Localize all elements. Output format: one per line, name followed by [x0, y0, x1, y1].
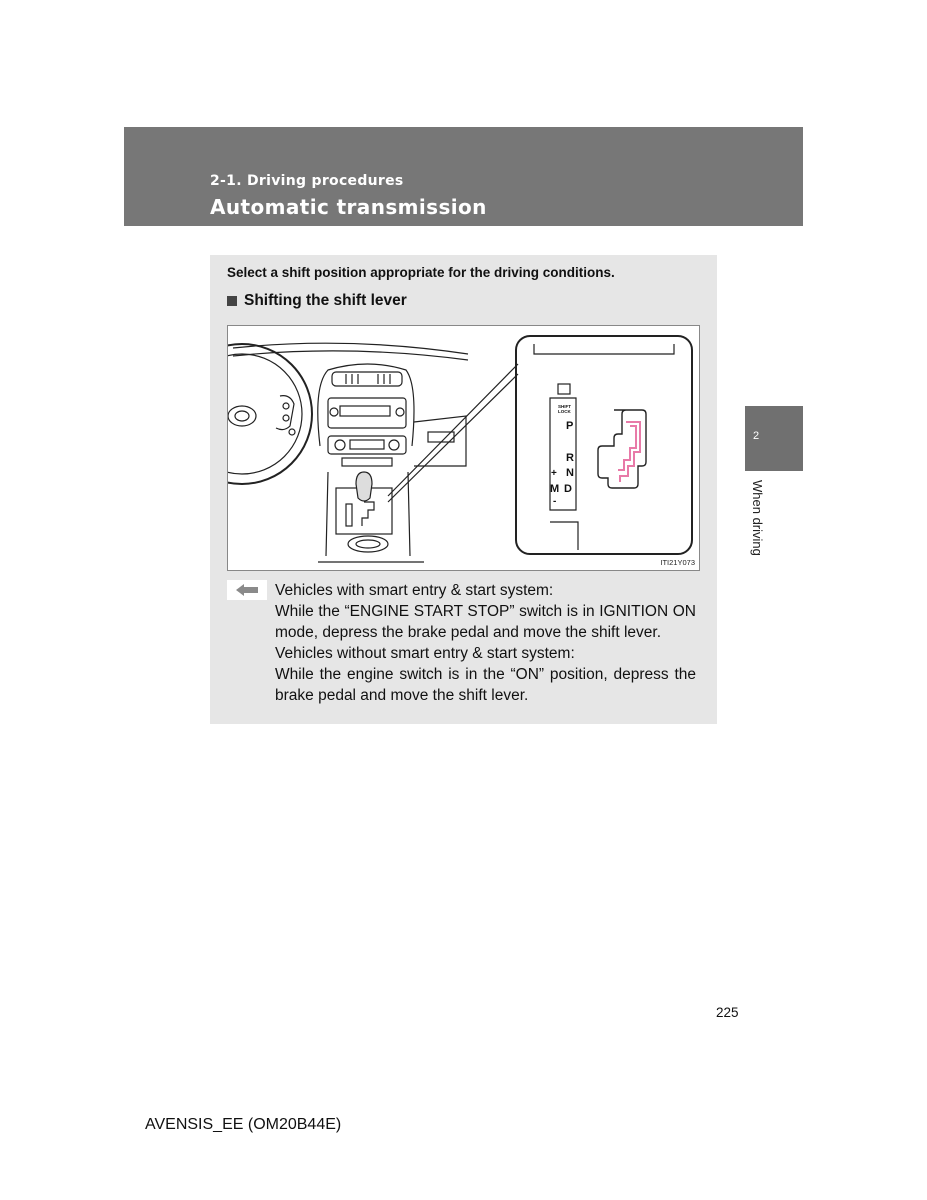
note-line: While the “ENGINE START STOP” switch is in IGNITION ON mode, depress the brake pedal and move the shift lever. [275, 603, 696, 641]
subheading-text: Shifting the shift lever [244, 292, 407, 309]
intro-text: Select a shift position appropriate for the driving conditions. [227, 265, 615, 280]
footer-model-code: AVENSIS_EE (OM20B44E) [145, 1116, 342, 1133]
chapter-tab[interactable] [745, 406, 803, 471]
arrow-left-icon [235, 583, 259, 597]
svg-text:LOCK: LOCK [558, 409, 571, 414]
arrow-badge [227, 580, 267, 600]
note-line: Vehicles without smart entry & start system: [275, 645, 575, 662]
chapter-number: 2 [753, 430, 760, 442]
note-line: Vehicles with smart entry & start system: [275, 582, 554, 599]
figure-code: ITI21Y073 [660, 558, 695, 567]
page-title: Automatic transmission [210, 195, 487, 219]
position-r: R [566, 452, 574, 464]
chapter-label: When driving [750, 480, 765, 556]
svg-text:+: + [551, 468, 557, 479]
svg-text:M: M [550, 483, 560, 495]
note-text [275, 580, 696, 706]
page-number: 225 [716, 1005, 739, 1020]
position-p: P [566, 420, 574, 432]
position-n: N [566, 467, 574, 479]
note-line: While the engine switch is in the “ON” position, depress the brake pedal and move the shift lever. [275, 666, 696, 704]
section-label: 2-1. Driving procedures [210, 173, 404, 189]
shift-lock-text: SHIFT [558, 404, 571, 409]
square-bullet-icon [227, 296, 237, 306]
dashboard-drawing [228, 326, 700, 571]
shift-lever-illustration [227, 325, 700, 571]
svg-text:-: - [553, 496, 557, 507]
header-band [124, 127, 803, 226]
position-d: D [564, 483, 572, 495]
subheading [227, 292, 407, 310]
content-box [210, 255, 717, 724]
